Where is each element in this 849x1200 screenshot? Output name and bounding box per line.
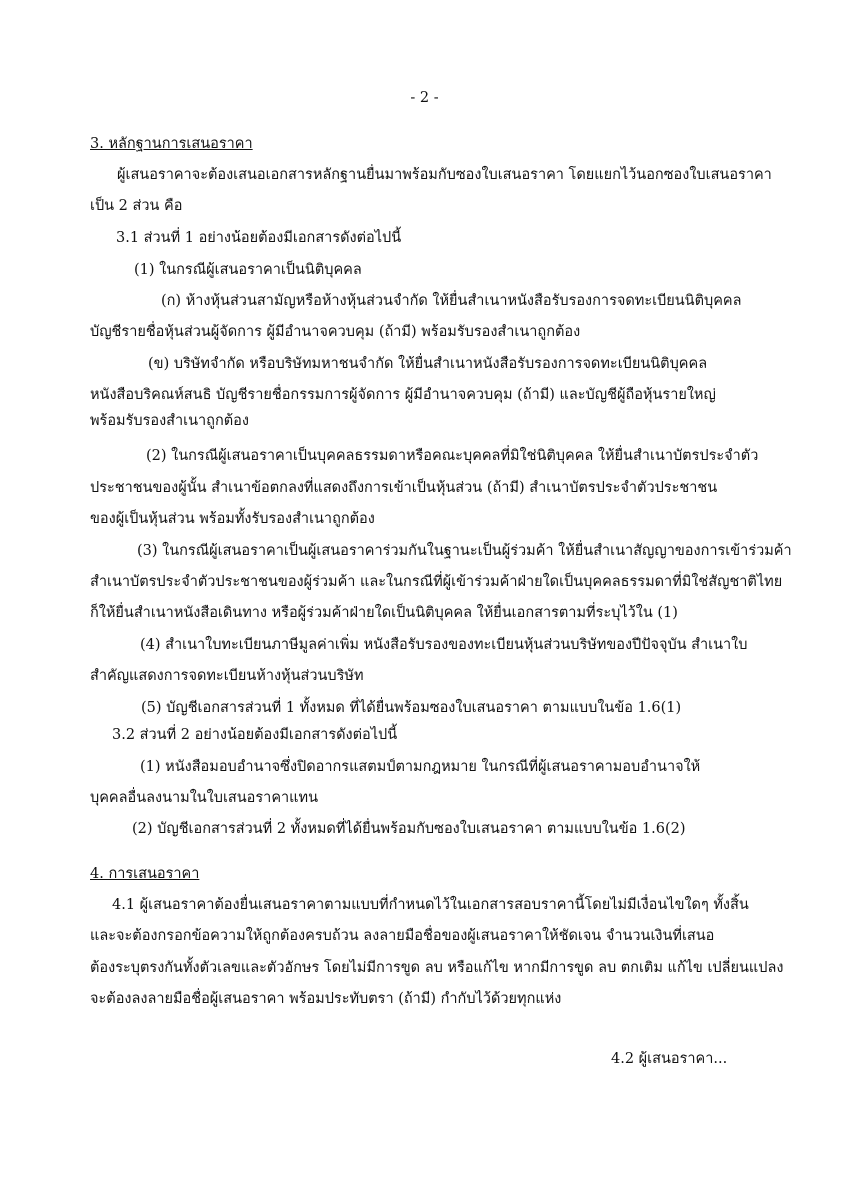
para-4-1-line-1: 4.1 ผู้เสนอราคาต้องยื่นเสนอราคาตามแบบที่กำหนดไว้ในเอกสารสอบราคานี้โดยไม่มีเงื่อนไขใดๆ ทั้งสิ้น (112, 897, 749, 913)
item-1a-line-2: บัญชีรายชื่อหุ้นส่วนผู้จัดการ ผู้มีอำนาจควบคุม (ถ้ามี) พร้อมรับรองสำเนาถูกต้อง (90, 324, 581, 340)
section-3-intro-line-2: เป็น 2 ส่วน คือ (90, 198, 183, 214)
para-4-1-line-2: และจะต้องกรอกข้อความให้ถูกต้องครบถ้วน ลงลายมือชื่อของผู้เสนอราคาให้ชัดเจน จำนวนเงินที่เสนอ (90, 928, 715, 944)
page-number: - 2 - (410, 90, 439, 106)
part-2-item-2: (2) บัญชีเอกสารส่วนที่ 2 ทั้งหมดที่ได้ยื่นพร้อมกับซองใบเสนอราคา ตามแบบในข้อ 1.6(2) (132, 821, 686, 837)
item-2-line-2: ประชาชนของผู้นั้น สำเนาข้อตกลงที่แสดงถึงการเข้าเป็นหุ้นส่วน (ถ้ามี) สำเนาบัตรประจำตัวประชาชน (90, 480, 718, 496)
item-2-line-3: ของผู้เป็นหุ้นส่วน พร้อมทั้งรับรองสำเนาถูกต้อง (90, 511, 375, 527)
para-4-1-line-4: จะต้องลงลายมือชื่อผู้เสนอราคา พร้อมประทับตรา (ถ้ามี) กำกับไว้ด้วยทุกแห่ง (90, 991, 562, 1007)
item-3-line-2: สำเนาบัตรประจำตัวประชาชนของผู้ร่วมค้า และในกรณีที่ผู้เข้าร่วมค้าฝ่ายใดเป็นบุคคลธรรมดาที่มิใช่สัญชาติไทย (90, 574, 783, 590)
para-4-1-line-3: ต้องระบุตรงกันทั้งตัวเลขและตัวอักษร โดยไม่มีการขูด ลบ หรือแก้ไข หากมีการขูด ลบ ตกเติม แก้ไข เปลี่ยนแปลง (90, 960, 784, 976)
item-3-line-1: (3) ในกรณีผู้เสนอราคาเป็นผู้เสนอราคาร่วมกันในฐานะเป็นผู้ร่วมค้า ให้ยื่นสำเนาสัญญาของการเข้าร่วมค้า (137, 543, 792, 559)
continuation-note: 4.2 ผู้เสนอราคา... (611, 1051, 728, 1067)
item-1b-line-1: (ข) บริษัทจำกัด หรือบริษัทมหาชนจำกัด ให้ยื่นสำเนาหนังสือรับรองการจดทะเบียนนิติบุคคล (148, 356, 708, 372)
part-1-heading: 3.1 ส่วนที่ 1 อย่างน้อยต้องมีเอกสารดังต่อไปนี้ (116, 230, 402, 246)
part-2-heading: 3.2 ส่วนที่ 2 อย่างน้อยต้องมีเอกสารดังต่อไปนี้ (112, 727, 398, 743)
item-1a-line-1: (ก) ห้างหุ้นส่วนสามัญหรือห้างหุ้นส่วนจำกัด ให้ยื่นสำเนาหนังสือรับรองการจดทะเบียนนิติบุคคล (161, 293, 742, 309)
part-2-item-1-line-1: (1) หนังสือมอบอำนาจซึ่งปิดอากรแสตมป์ตามกฎหมาย ในกรณีที่ผู้เสนอราคามอบอำนาจให้ (140, 759, 701, 775)
section-3-intro-line-1: ผู้เสนอราคาจะต้องเสนอเอกสารหลักฐานยื่นมาพร้อมกับซองใบเสนอราคา โดยแยกไว้นอกซองใบเสนอราคา (117, 167, 772, 183)
item-1-heading: (1) ในกรณีผู้เสนอราคาเป็นนิติบุคคล (134, 262, 362, 278)
item-1b-line-2: หนังสือบริคณห์สนธิ บัญชีรายชื่อกรรมการผู้จัดการ ผู้มีอำนาจควบคุม (ถ้ามี) และบัญชีผู้ถือหุ้นรายใหญ่ (90, 387, 716, 403)
item-5: (5) บัญชีเอกสารส่วนที่ 1 ทั้งหมด ที่ได้ยื่นพร้อมซองใบเสนอราคา ตามแบบในข้อ 1.6(1) (141, 700, 682, 716)
item-4-line-1: (4) สำเนาใบทะเบียนภาษีมูลค่าเพิ่ม หนังสือรับรองของทะเบียนหุ้นส่วนบริษัทของปีปัจจุบัน สำเนาใบ (140, 637, 748, 653)
section-4-heading: 4. การเสนอราคา (90, 866, 200, 882)
part-2-item-1-line-2: บุคคลอื่นลงนามในใบเสนอราคาแทน (90, 790, 318, 806)
item-1b-line-3: พร้อมรับรองสำเนาถูกต้อง (90, 413, 249, 429)
item-3-line-3: ก็ให้ยื่นสำเนาหนังสือเดินทาง หรือผู้ร่วมค้าฝ่ายใดเป็นนิติบุคคล ให้ยื่นเอกสารตามที่ระบุไว้ใน (1) (90, 605, 678, 621)
item-4-line-2: สำคัญแสดงการจดทะเบียนห้างหุ้นส่วนบริษัท (90, 668, 364, 684)
item-2-line-1: (2) ในกรณีผู้เสนอราคาเป็นบุคคลธรรมดาหรือคณะบุคคลที่มิใช่นิติบุคคล ให้ยื่นสำเนาบัตรประจำตัว (146, 448, 759, 464)
section-3-heading: 3. หลักฐานการเสนอราคา (90, 136, 253, 152)
